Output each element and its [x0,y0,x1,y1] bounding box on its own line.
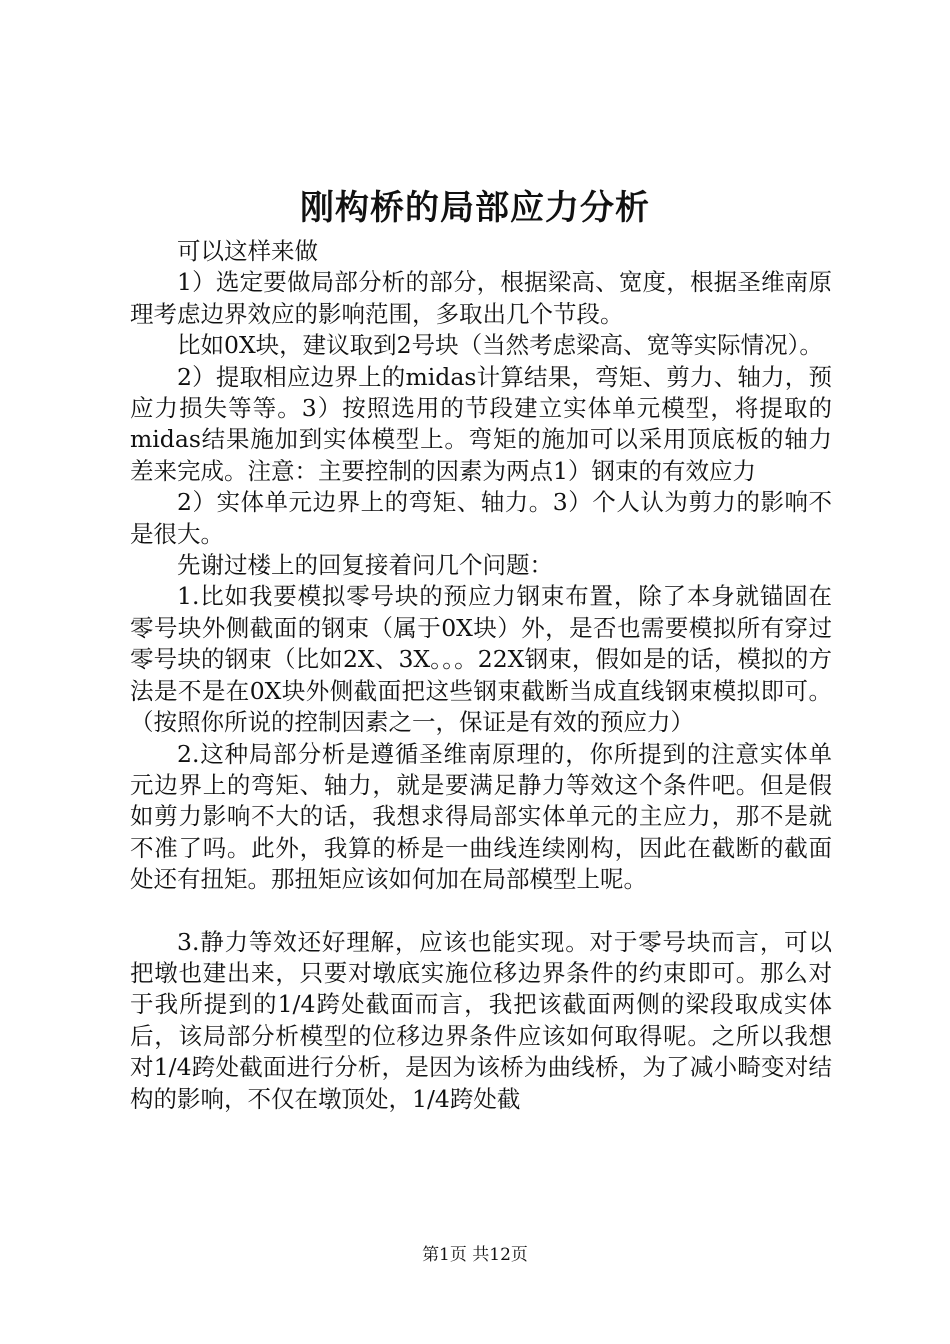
paragraph: 比如0X块，建议取到2号块（当然考虑梁高、宽等实际情况）。 [177,331,823,360]
paragraph: 先谢过楼上的回复接着问几个问题： [177,551,553,580]
paragraph: 可以这样来做 [177,237,318,265]
paragraph: 2）提取相应边界上的midas计算结果，弯矩、剪力、轴力，预应力损失等等。3）按照选用的节段建立实体单元模型，将提取的midas结果施加到实体模型上。弯矩的施加可以采用顶底板的轴力差来完成。注意：主要控制的因素为两点1）钢束的有效应力 [130,362,832,485]
paragraph: 1.比如我要模拟零号块的预应力钢束布置，除了本身就锚固在零号块外侧截面的钢束（属于0X块）外，是否也需要模拟所有穿过零号块的钢束（比如2X、3X。。。22X钢束，假如是的话，模拟的方法是不是在0X块外侧截面把这些钢束截断当成直线钢束模拟即可。（按照你所说的控制因素之一，保证是有效的预应力） [130,582,832,737]
paragraph: 2.这种局部分析是遵循圣维南原理的，你所提到的注意实体单元边界上的弯矩、轴力，就是要满足静力等效这个条件吧。但是假如剪力影响不大的话，我想求得局部实体单元的主应力，那不是就不准了吗。此外，我算的桥是一曲线连续刚构，因此在截断的截面处还有扭矩。那扭矩应该如何加在局部模型上呢。 [130,739,832,894]
paragraph: 3.静力等效还好理解，应该也能实现。对于零号块而言，可以把墩也建出来，只要对墩底实施位移边界条件的约束即可。那么对于我所提到的1/4跨处截面而言，我把该截面两侧的梁段取成实体后，该局部分析模型的位移边界条件应该如何取得呢。之所以我想对1/4跨处截面进行分析，是因为该桥为曲线桥，为了减小畸变对结构的影响，不仅在墩顶处，1/4跨处截 [130,927,832,1113]
paragraph: 1）选定要做局部分析的部分，根据梁高、宽度，根据圣维南原理考虑边界效应的影响范围，多取出几个节段。 [130,268,832,328]
paragraph: 2）实体单元边界上的弯矩、轴力。3）个人认为剪力的影响不是很大。 [130,488,832,548]
document-title: 刚构桥的局部应力分析 [300,188,650,228]
document-body [130,236,832,1115]
page-number: 第1页 共12页 [422,1245,528,1265]
